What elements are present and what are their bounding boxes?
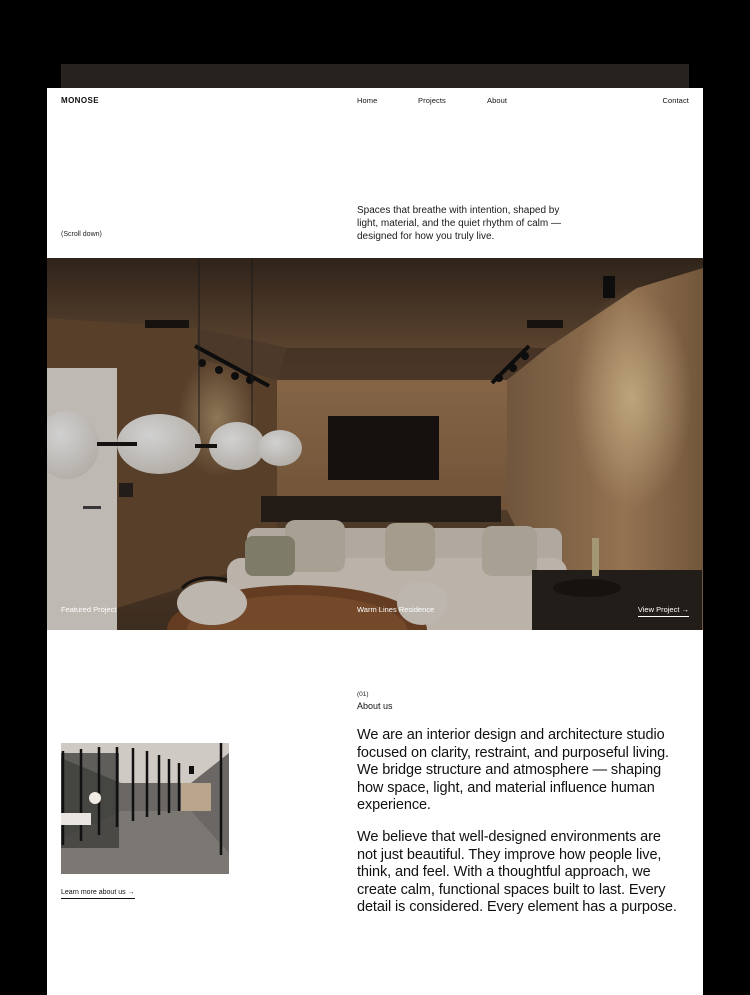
nav-about[interactable]: About bbox=[487, 96, 508, 105]
hero-image bbox=[47, 258, 703, 630]
nav-home[interactable]: Home bbox=[357, 96, 378, 105]
learn-more-link[interactable]: Learn more about us → bbox=[61, 889, 135, 899]
top-strip bbox=[61, 64, 689, 88]
office-corridor-illustration bbox=[61, 743, 229, 874]
project-name: Warm Lines Residence bbox=[357, 605, 435, 614]
section-title: About us bbox=[357, 701, 393, 711]
about-paragraph-1: We are an interior design and architecture studio focused on clarity, restraint, and purposeful living. We bridge structure and atmosphere — shaping how space, light, and material influence human experience. bbox=[357, 727, 669, 814]
section-number: (01) bbox=[357, 691, 369, 698]
about-paragraph-2: We believe that well-designed environments are not just beautiful. They improve how people live, think, and feel. With a thoughtful approach, we create calm, functional spaces built to last. Every detail is considered. Every element has a purpose. bbox=[357, 829, 677, 916]
living-room-illustration bbox=[47, 258, 703, 630]
hero-tagline: Spaces that breathe with intention, shaped by light, material, and the quiet rhythm of calm — designed for how you truly live. bbox=[357, 205, 561, 242]
logo[interactable]: MONOSE bbox=[61, 96, 99, 105]
nav-projects[interactable]: Projects bbox=[418, 96, 446, 105]
scroll-hint: (Scroll down) bbox=[61, 231, 102, 238]
view-project-link[interactable]: View Project → bbox=[638, 605, 689, 617]
office-thumbnail bbox=[61, 743, 229, 874]
nav-contact[interactable]: Contact bbox=[662, 96, 689, 105]
featured-project-label: Featured Project bbox=[61, 605, 117, 614]
top-nav bbox=[61, 96, 689, 110]
page bbox=[47, 88, 703, 995]
